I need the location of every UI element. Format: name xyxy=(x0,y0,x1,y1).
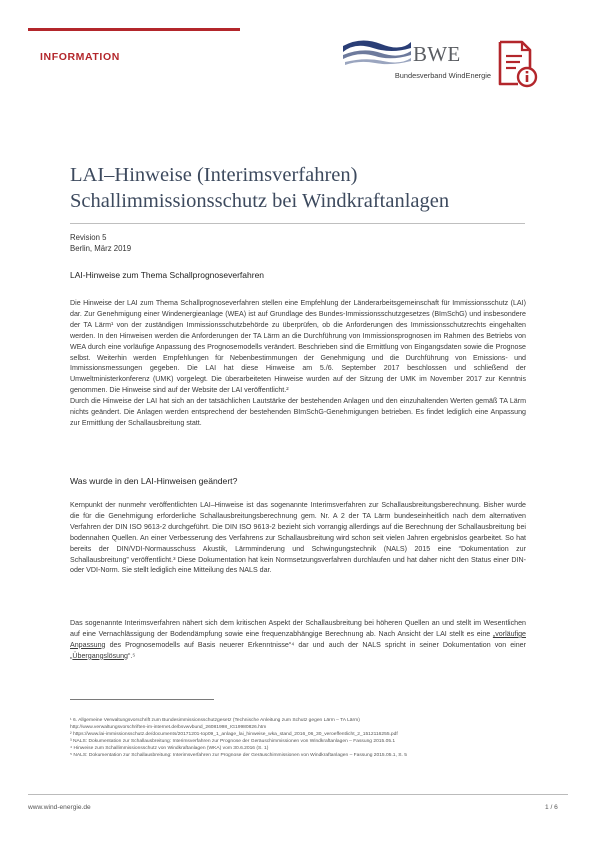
footer-website-link[interactable]: www.wind-energie.de xyxy=(28,804,91,811)
header-info-label: INFORMATION xyxy=(40,51,120,63)
logo-subtitle: Bundesverband WindEnergie xyxy=(394,71,491,80)
footnote-1-url[interactable]: http://www.verwaltungsvorschriften-im-internet.de/bsvwvbund_26081998_IG19980826.htm xyxy=(70,725,267,731)
section1-paragraph-2: Durch die Hinweise der LAI hat sich an der tatsächlichen Lautstärke der bestehenden Anlagen und den einzuhaltenden Werten gemäß TA Lärm nichts geändert. Die Anlagen werden entsprechend der bestehenden BImSchG-Genehmigungen betrieben. Es findet lediglich eine Anpassung zur Ermittlung der Schallausbreitung statt. xyxy=(70,397,526,427)
paragraph-text: Das sogenannte Interimsverfahren nähert sich dem kritischen Aspekt der Schallausbreitung bei höheren Quellen an und stellt im Wesentlichen auf eine Vernachlässigung der Bodendämpfung sowie eine frequenzabhängige Berechnung ab. Nach Ansicht der LAI stellt es eine xyxy=(70,619,526,638)
section2-paragraph-2 xyxy=(70,618,526,662)
paragraph-text: des Prognosemodells auf Basis neuerer Erkenntnisse“⁴ dar und auch der NALS spricht in seiner Dokumentation von einer „ xyxy=(70,640,526,660)
section2-paragraph-1: Kernpunkt der nunmehr veröffentlichten LAI–Hinweise ist das sogenannte Interimsverfahren zur Schallausbreitungsberechnung. Bisher wurde die für die Genehmigung erforderliche Schallausbreitungsberechnung gem. Nr. A 2 der TA Lärm bundeseinheitlich nach dem alternativen Verfahren der DIN ISO 9613-2 durchgeführt. Die DIN ISO 9613-2 bezieht sich vorrangig allerdings auf die Berechnung der Schallausbreitung bei bodennahen Quellen. An einer Verbesserung des Verfahrens zur Schallausbreitung wird schon seit vielen Jahren ergebnislos gearbeitet. So hat bereits der DIN/VDI-Normausschuss Akustik, Lärmminderung und Schwingungstechnik (NALS) 2015 eine “Dokumentation zur Schallausbreitung” veröffentlicht.³ Diese Dokumentation hat kein Normsetzungsverfahren durchlaufen und hat daher nicht den Status einer DIN- oder VDI-Norm. Sie stellt lediglich eine Mitteilung des NALS dar. xyxy=(70,501,526,575)
footer-divider xyxy=(28,794,568,795)
section-heading-changes: Was wurde in den LAI-Hinweisen geändert? xyxy=(70,476,238,486)
document-meta xyxy=(70,232,131,254)
footnote-divider xyxy=(70,699,214,700)
footnote-1: ¹ 6. Allgemeine Verwaltungsvorschrift zum Bundesimmissionsschutzgesetz (Technische Anleitung zum Schutz gegen Lärm – TA Lärm) xyxy=(70,718,360,723)
section1-body xyxy=(70,298,526,429)
footnote-2[interactable]: ² https://www.lai-immissionsschutz.de/documents/20171201-top09_1_anlage_lai_hinweise_wka_stand_2016_06_30_veroeffentlicht_2_1512116255.pdf xyxy=(70,732,398,738)
title-line-2: Schallimmissionsschutz bei Windkraftanlagen xyxy=(70,190,450,212)
footnotes xyxy=(70,717,526,760)
header-accent-bar xyxy=(28,28,240,31)
page-title xyxy=(70,162,530,214)
date-text: Berlin, März 2019 xyxy=(70,244,132,253)
title-divider xyxy=(70,223,525,224)
footnote-4: ⁴ Hinweise zum Schallimmissionsschutz von Windkraftanlagen (WKA) vom 30.6.2016 (S. 1) xyxy=(70,746,269,752)
bwe-wave-logo-icon xyxy=(341,36,413,70)
footnote-5: ⁵ NALS: Dokumentation zur Schallausbreitung: Interimsverfahren zur Prognose der Geräuschimmissionen von Windkraftanlagen – Fassung 2015.05.1, S. 5 xyxy=(70,753,407,759)
section1-paragraph-1: Die Hinweise der LAI zum Thema Schallprognoseverfahren stellen eine Empfehlung der Länderarbeitsgemeinschaft für Immissionsschutz (LAI) dar. Zur Genehmigung einer Windenergieanlage (WEA) ist auf Grundlage des Bundes-Immissionsschutzgesetzes (BImSchG) und insbesondere der TA Lärm¹ von der zuständigen Immissionsschutzbehörde zu überprüfen, ob die Anforderungen des Immissionsschutzrechts eingehalten werden. In den Hinweisen werden die Anforderungen der TA Lärm an die Durchführung von Immissionsprognosen im Rahmen des Betriebs von WEA durch eine vorläufige Anpassung des Prognosemodells verändert. Beschrieben sind die Ermittlung von Eingangsdaten sowie die Prognose selbst. Weiterhin werden Empfehlungen für Nebenbestimmungen der Genehmigung und die Durchführung von Emissions- und Immissionsmessungen gegeben. Die LAI hat diese Hinweise am 5./6. September 2017 beschlossen und schließend der Umweltministerkonferenz (UMK) vorgelegt. Die überarbeiteten Hinweise wurden auf der Sitzung der UMK im November 2017 zur Kenntnis genommen. Die Hinweise sind auf der Website der LAI veröffentlicht.² xyxy=(70,299,526,395)
link-vorlaeufige-anpassung[interactable]: „vorläufige Anpassung xyxy=(70,629,526,649)
logo-name: BWE xyxy=(413,42,461,66)
title-line-1: LAI–Hinweise (Interimsverfahren) xyxy=(70,164,358,186)
bwe-logo xyxy=(341,36,491,86)
paragraph-text: “.⁵ xyxy=(127,651,136,660)
link-uebergangsloesung[interactable]: Übergangslösung xyxy=(72,651,128,660)
section-heading-lai: LAI-Hinweise zum Thema Schallprognoseverfahren xyxy=(70,270,265,280)
page-number: 1 / 6 xyxy=(545,804,558,811)
document-info-icon xyxy=(496,40,538,88)
footnote-3: ³ NALS: Dokumentation zur Schallausbreitung: Interimsverfahren zur Prognose der Geräuschimmissionen von Windkraftanlagen – Fassung 2015.05.1 xyxy=(70,739,396,745)
revision-text: Revision 5 xyxy=(70,233,107,242)
